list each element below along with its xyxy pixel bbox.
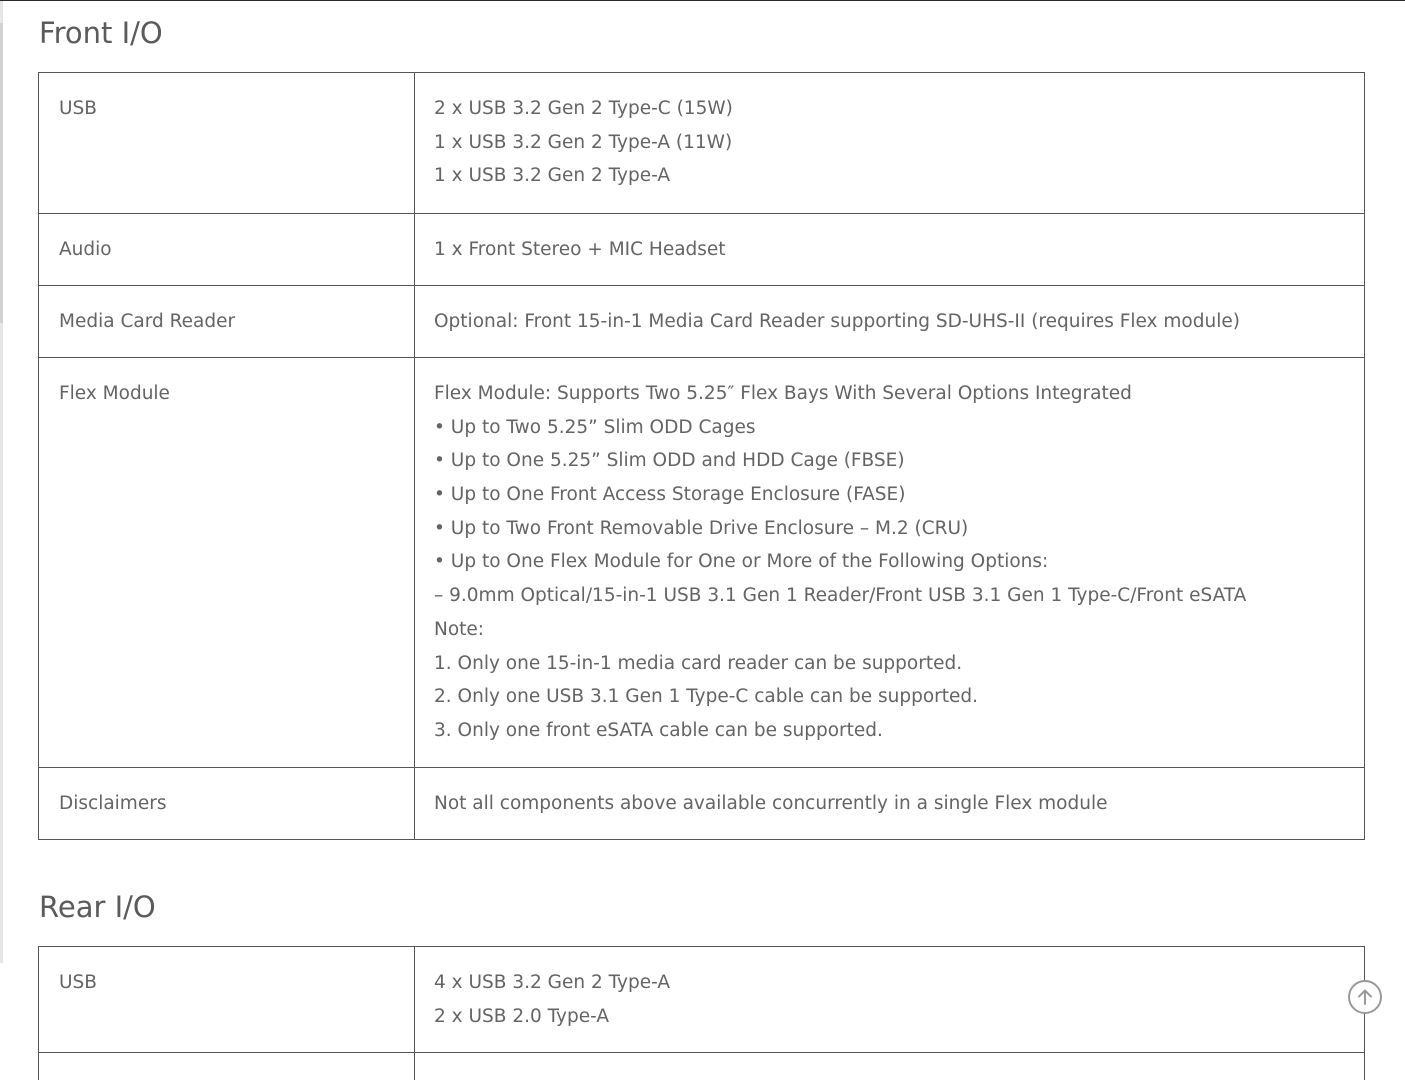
- row-label-cell: [39, 1053, 415, 1080]
- row-label: USB: [59, 972, 97, 993]
- row-value-line: 1 x Front Stereo + MIC Headset: [434, 239, 726, 260]
- section-title-front-io: Front I/O: [39, 16, 163, 50]
- table-row: [39, 768, 1365, 840]
- table-row: [39, 1053, 1365, 1080]
- table-row: [39, 947, 1365, 1053]
- row-value-cell: [415, 358, 1365, 768]
- table-row: [39, 73, 1365, 214]
- row-value-line: Optional: Front 15-in-1 Media Card Reader supporting SD-UHS-II (requires Flex module): [434, 311, 1240, 332]
- row-value-line: • Up to Two Front Removable Drive Enclosure – M.2 (CRU): [434, 517, 969, 539]
- row-label: Flex Module: [59, 383, 170, 404]
- row-value-line: Flex Module: Supports Two 5.25″ Flex Bays With Several Options Integrated: [434, 383, 1132, 404]
- row-value-line: • Up to One Front Access Storage Enclosure (FASE): [434, 484, 906, 506]
- row-label: USB: [59, 98, 97, 119]
- row-value-line: • Up to One 5.25” Slim ODD and HDD Cage (FBSE): [434, 450, 905, 472]
- row-value-line: 2 x USB 3.2 Gen 2 Type-C (15W): [434, 98, 733, 119]
- row-value-cell: [415, 73, 1365, 214]
- row-label-cell: [39, 768, 415, 840]
- row-label-cell: [39, 947, 415, 1053]
- row-value-line: Not all components above available concurrently in a single Flex module: [434, 793, 1108, 814]
- table-row: [39, 214, 1365, 286]
- row-value-cell: [415, 214, 1365, 286]
- rear-io-spec-table: [38, 946, 1365, 1080]
- row-value-cell: [415, 768, 1365, 840]
- row-value-line: Note:: [434, 618, 485, 640]
- row-label-cell: [39, 214, 415, 286]
- row-value-cell: [415, 1053, 1365, 1080]
- row-value-line: • Up to Two 5.25” Slim ODD Cages: [434, 416, 756, 438]
- arrow-up-circle-icon: [1355, 987, 1375, 1007]
- row-label-cell: [39, 286, 415, 358]
- row-label-cell: [39, 358, 415, 768]
- scroll-to-top-button[interactable]: [1348, 980, 1382, 1014]
- row-value-line: 4 x USB 3.2 Gen 2 Type-A: [434, 972, 671, 993]
- front-io-spec-table: [38, 72, 1365, 840]
- left-scroll-indicator: [0, 23, 3, 323]
- row-label: Media Card Reader: [59, 311, 236, 332]
- section-title-rear-io: Rear I/O: [39, 890, 156, 924]
- row-value-cell: [415, 286, 1365, 358]
- row-value-cell: [415, 947, 1365, 1053]
- row-value-line: 2. Only one USB 3.1 Gen 1 Type-C cable can be supported.: [434, 686, 978, 708]
- row-label: Disclaimers: [59, 793, 167, 814]
- table-row: [39, 286, 1365, 358]
- row-value-line: – 9.0mm Optical/15-in-1 USB 3.1 Gen 1 Reader/Front USB 3.1 Gen 1 Type-C/Front eSATA: [434, 585, 1247, 607]
- row-value-line: 1 x USB 3.2 Gen 2 Type-A (11W): [434, 131, 733, 153]
- row-label: Audio: [59, 239, 112, 260]
- row-label-cell: [39, 73, 415, 214]
- row-value-line: 1. Only one 15-in-1 media card reader can be supported.: [434, 652, 963, 674]
- row-value-line: 1 x USB 3.2 Gen 2 Type-A: [434, 165, 671, 187]
- row-value-line: 2 x USB 2.0 Type-A: [434, 1005, 610, 1027]
- row-value-line: • Up to One Flex Module for One or More of the Following Options:: [434, 551, 1049, 573]
- row-value-line: 3. Only one front eSATA cable can be supported.: [434, 719, 883, 741]
- table-row: [39, 358, 1365, 768]
